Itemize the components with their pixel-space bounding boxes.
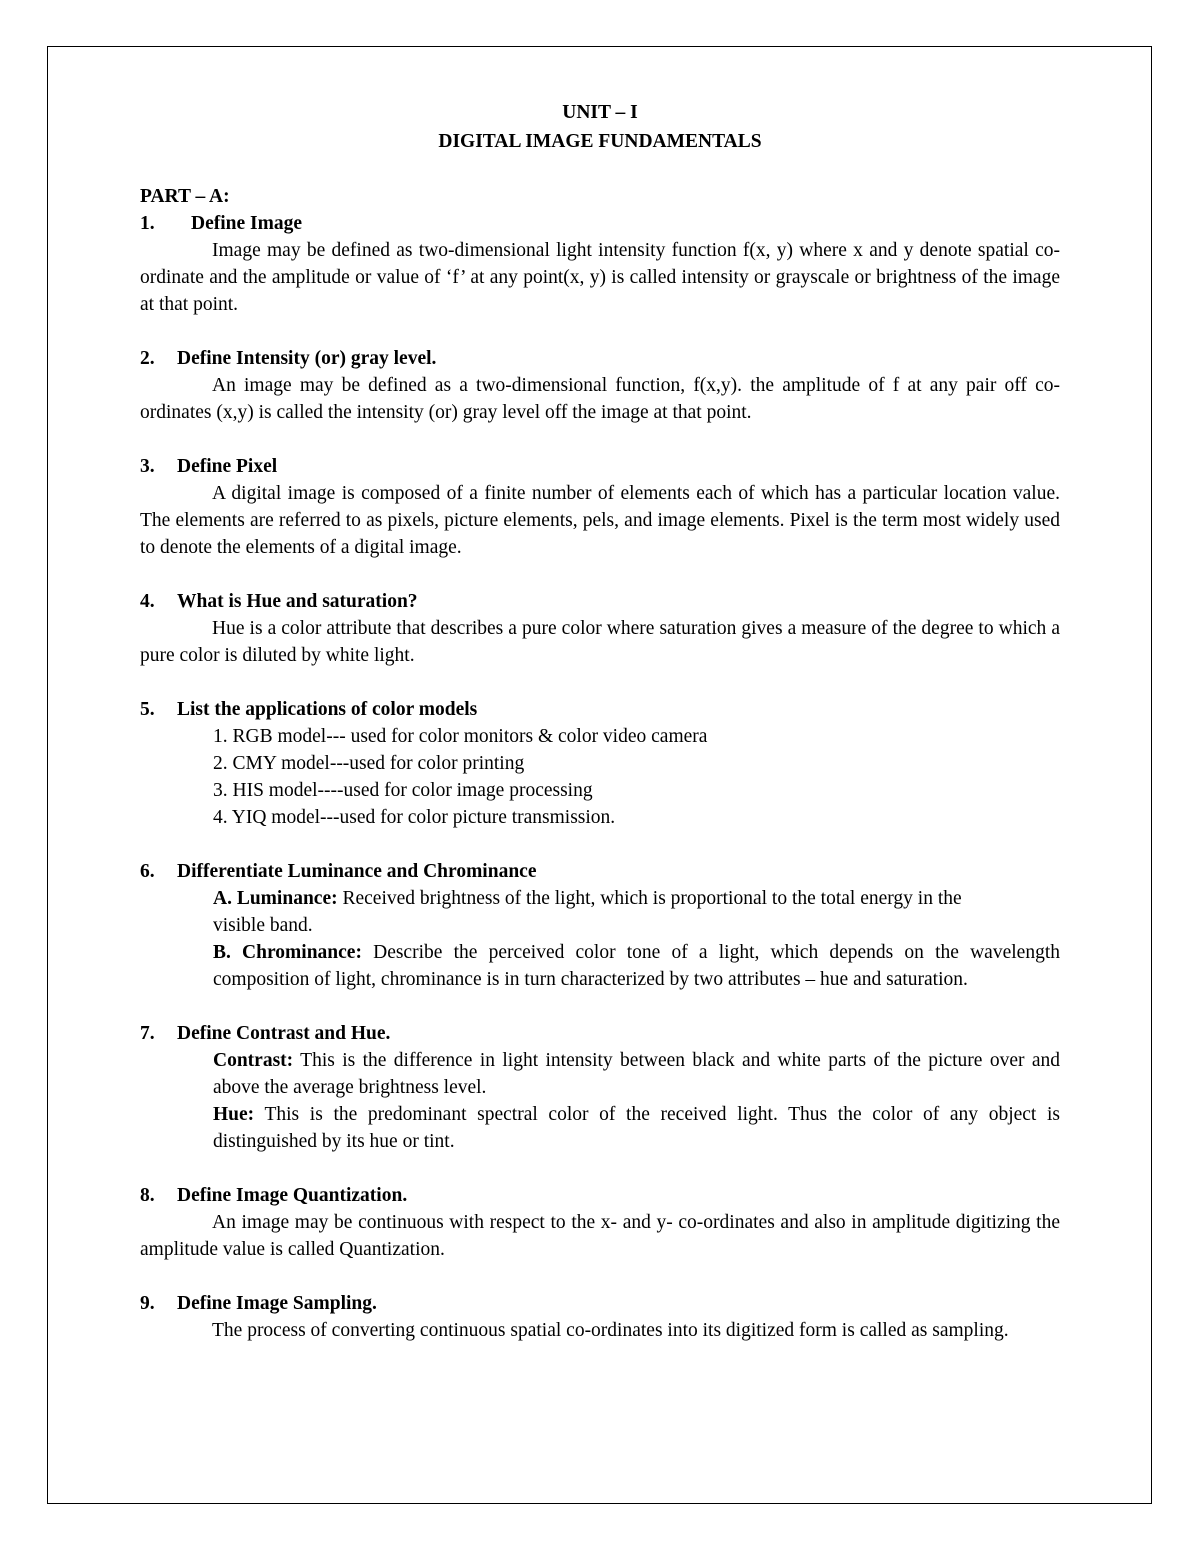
question-title xyxy=(140,210,1060,237)
question-text: Define Image xyxy=(191,213,303,234)
list-item: 1. RGB model--- used for color monitors & color video camera xyxy=(213,726,708,747)
question-number: 6. xyxy=(140,861,155,882)
question-8 xyxy=(140,1182,1060,1263)
answer-text: An image may be defined as a two-dimensional function, f(x,y). the amplitude of f at any pair off co-ordinates (x,y) is called the intensity (or) gray level off the image at that point. xyxy=(140,375,1060,423)
question-2 xyxy=(140,345,1060,426)
question-text: Define Image Quantization. xyxy=(177,1185,408,1206)
question-title xyxy=(140,1290,1060,1317)
part-heading: PART – A: xyxy=(140,186,230,207)
question-title xyxy=(140,345,1060,372)
question-text: Define Image Sampling. xyxy=(177,1293,377,1314)
answer-text: A digital image is composed of a finite number of elements each of which has a particular location value. The elements are referred to as pixels, picture elements, pels, and image elements. Pixel is the term most widely used to denote the elements of a digital image. xyxy=(140,483,1060,558)
question-text: List the applications of color models xyxy=(177,699,478,720)
question-number: 4. xyxy=(140,591,155,612)
question-number: 7. xyxy=(140,1023,155,1044)
question-number: 2. xyxy=(140,348,155,369)
answer-text: The process of converting continuous spatial co-ordinates into its digitized form is called as sampling. xyxy=(212,1320,1009,1341)
question-title xyxy=(140,858,1060,885)
answer-text: An image may be continuous with respect to the x- and y- co-ordinates and also in amplitude digitizing the amplitude value is called Quantization. xyxy=(140,1212,1060,1260)
question-6 xyxy=(140,858,1060,993)
question-title xyxy=(140,588,1060,615)
list-item: 4. YIQ model---used for color picture transmission. xyxy=(213,807,616,828)
term-label: Contrast: xyxy=(213,1050,294,1071)
chrominance-definition xyxy=(140,939,1060,993)
answer-text: Hue is a color attribute that describes a pure color where saturation gives a measure of the degree to which a pure color is diluted by white light. xyxy=(140,618,1060,666)
unit-heading: UNIT – I xyxy=(562,102,638,123)
term-definition: This is the difference in light intensity between black and white parts of the picture over and above the average brightness level. xyxy=(213,1050,1060,1098)
question-title xyxy=(140,696,1060,723)
question-4 xyxy=(140,588,1060,669)
question-number: 8. xyxy=(140,1185,155,1206)
question-number: 5. xyxy=(140,699,155,720)
question-text: What is Hue and saturation? xyxy=(177,591,418,612)
question-title xyxy=(140,453,1060,480)
answer-text: Image may be defined as two-dimensional light intensity function f(x, y) where x and y denote spatial co-ordinate and the amplitude or value of ‘f’ at any point(x, y) is called intensity or grayscale or brightness of the image at that point. xyxy=(140,240,1060,315)
term-definition: Describe the perceived color tone of a light, which depends on the wavelength composition of light, chrominance is in turn characterized by two attributes – hue and saturation. xyxy=(213,942,1060,990)
term-definition: Received brightness of the light, which is proportional to the total energy in the visible band. xyxy=(213,888,962,936)
hue-definition xyxy=(140,1101,1060,1155)
question-number: 1. xyxy=(140,213,155,234)
question-text: Define Contrast and Hue. xyxy=(177,1023,391,1044)
question-1 xyxy=(140,210,1060,318)
luminance-definition xyxy=(140,885,1060,939)
question-title xyxy=(140,1182,1060,1209)
question-number: 9. xyxy=(140,1293,155,1314)
question-3 xyxy=(140,453,1060,561)
question-number: 3. xyxy=(140,456,155,477)
term-definition: This is the predominant spectral color of the received light. Thus the color of any object is distinguished by its hue or tint. xyxy=(213,1104,1060,1152)
term-label: A. Luminance: xyxy=(213,888,338,909)
contrast-definition xyxy=(140,1047,1060,1101)
document-content xyxy=(140,98,1060,1371)
list-item: 2. CMY model---used for color printing xyxy=(213,753,525,774)
question-text: Define Pixel xyxy=(177,456,278,477)
question-7 xyxy=(140,1020,1060,1155)
document-title: DIGITAL IMAGE FUNDAMENTALS xyxy=(438,131,762,152)
question-text: Differentiate Luminance and Chrominance xyxy=(177,861,537,882)
question-5 xyxy=(140,696,1060,831)
list-item: 3. HIS model----used for color image processing xyxy=(213,780,593,801)
question-9 xyxy=(140,1290,1060,1344)
term-label: Hue: xyxy=(213,1104,255,1125)
term-label: B. Chrominance: xyxy=(213,942,362,963)
question-text: Define Intensity (or) gray level. xyxy=(177,348,437,369)
question-title xyxy=(140,1020,1060,1047)
